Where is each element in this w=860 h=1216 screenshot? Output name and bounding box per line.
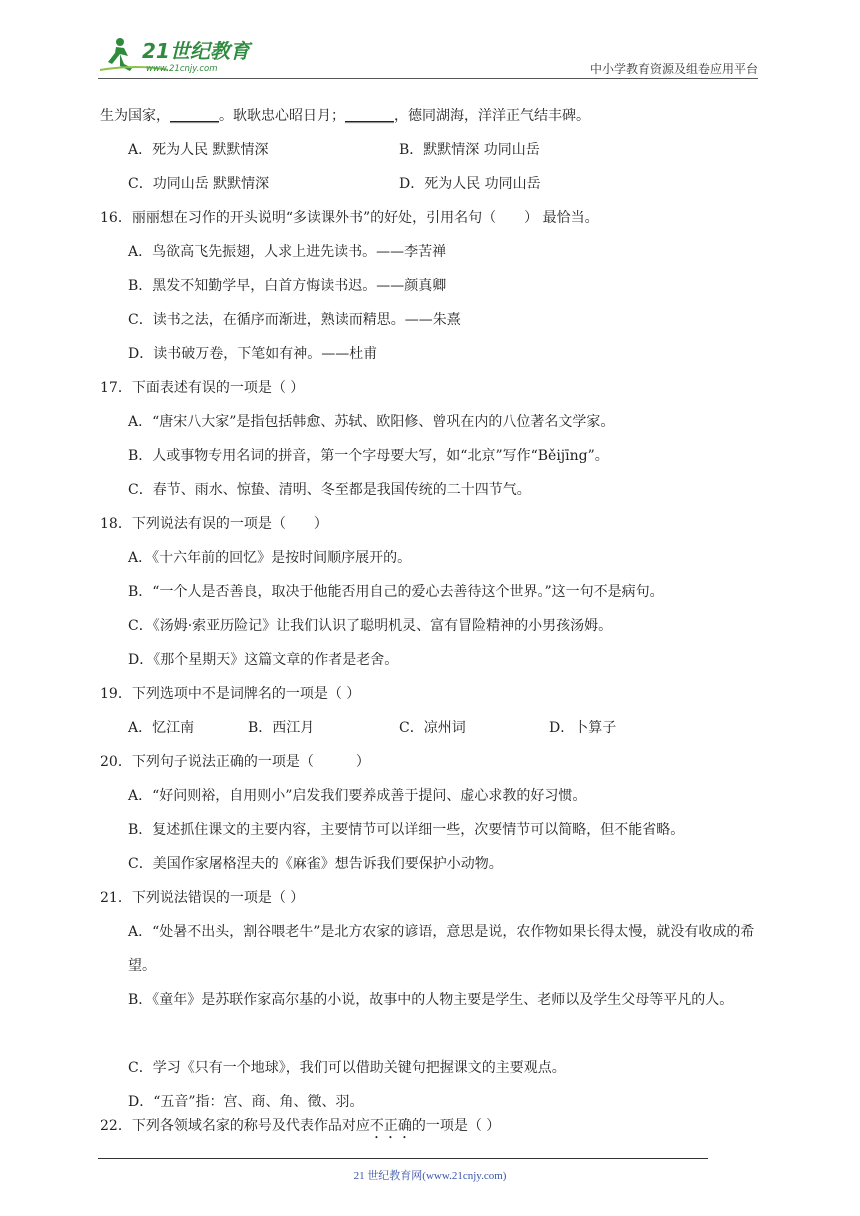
q18-stem: 18．下列说法有误的一项是（ ）: [100, 516, 328, 532]
q15-option-b: B．默默情深 功同山岳: [399, 142, 540, 158]
q20-option-a: A．“好问则裕，自用则小”启发我们要养成善于提问、虚心求教的好习惯。: [128, 788, 587, 804]
q18-option-a: A．《十六年前的回忆》是按时间顺序展开的。: [128, 550, 412, 566]
q16-option-d: D．读书破万卷，下笔如有神。——杜甫: [128, 346, 378, 362]
q21-option-b: B．《童年》是苏联作家高尔基的小说，故事中的人物主要是学生、老师以及学生父母等平凡的人。: [128, 992, 734, 1008]
q16-option-b: B．黑发不知勤学早，白首方悔读书迟。——颜真卿: [128, 278, 447, 294]
emphasis-text: 不正确: [369, 1118, 412, 1134]
q18-option-c: C．《汤姆·索亚历险记》让我们认识了聪明机灵、富有冒险精神的小男孩汤姆。: [128, 618, 613, 634]
q15-option-a: A．死为人民 默默情深: [128, 142, 269, 158]
logo-text: 21世纪教育: [142, 39, 250, 63]
q17-option-b: B．人或事物专用名词的拼音，第一个字母要大写，如“北京”写作“Běijīng”。: [128, 448, 609, 464]
page-header: [98, 30, 758, 80]
q17-option-c: C．春节、雨水、惊蛰、清明、冬至都是我国传统的二十四节气。: [128, 482, 531, 498]
q22-stem: 22．下列各领域名家的称号及代表作品对应不正确的一项是（ ）: [100, 1118, 501, 1134]
q21-option-a: A．“处暑不出头，割谷喂老牛”是北方农家的谚语，意思是说，农作物如果长得太慢，就没有收成的希望。: [128, 924, 755, 974]
logo-url: www.21cnjy.com: [146, 64, 218, 74]
q16-option-a: A．鸟欲高飞先振翅，人求上进先读书。——李苦禅: [128, 244, 447, 260]
q19-option-a: A．忆江南: [128, 720, 195, 736]
q16-option-c: C．读书之法，在循序而渐进，熟读而精思。——朱熹: [128, 312, 461, 328]
q19-option-c: C．凉州词: [399, 720, 466, 736]
header-divider: [98, 78, 758, 79]
q18-option-b: B．“一个人是否善良，取决于他能否用自己的爱心去善待这个世界。”这一句不是病句。: [128, 584, 664, 600]
q20-stem: 20．下列句子说法正确的一项是（ ）: [100, 754, 370, 770]
q16-stem: 16．丽丽想在习作的开头说明“多读课外书”的好处，引用名句（ ） 最恰当。: [100, 210, 599, 226]
q15-stem: 生为国家，_______。耿耿忠心昭日月；_______，德同湖海，洋洋正气结丰碑。: [100, 108, 590, 124]
q15-option-c: C．功同山岳 默默情深: [128, 176, 270, 192]
q19-option-d: D．卜算子: [549, 720, 617, 736]
q21-stem: 21．下列说法错误的一项是（ ）: [100, 890, 305, 906]
q18-option-d: D．《那个星期天》这篇文章的作者是老舍。: [128, 652, 399, 668]
footer-divider: [98, 1158, 708, 1159]
platform-label: 中小学教育资源及组卷应用平台: [589, 62, 758, 76]
footer-text: 21 世纪教育网(www.21cnjy.com): [353, 1170, 507, 1182]
q17-stem: 17．下面表述有误的一项是（ ）: [100, 380, 305, 396]
q20-option-c: C．美国作家屠格涅夫的《麻雀》想告诉我们要保护小动物。: [128, 856, 503, 872]
q21-option-c: C．学习《只有一个地球》，我们可以借助关键句把握课文的主要观点。: [128, 1060, 566, 1076]
q21-option-d: D．“五音”指：宫、商、角、徵、羽。: [128, 1094, 364, 1110]
q17-option-a: A．“唐宋八大家”是指包括韩愈、苏轼、欧阳修、曾巩在内的八位著名文学家。: [128, 414, 615, 430]
logo: [98, 34, 268, 76]
q15-option-d: D．死为人民 功同山岳: [399, 176, 541, 192]
q20-option-b: B．复述抓住课文的主要内容，主要情节可以详细一些，次要情节可以简略，但不能省略。: [128, 822, 685, 838]
q19-stem: 19．下列选项中不是词牌名的一项是（ ）: [100, 686, 361, 702]
q19-option-b: B．西江月: [248, 720, 315, 736]
